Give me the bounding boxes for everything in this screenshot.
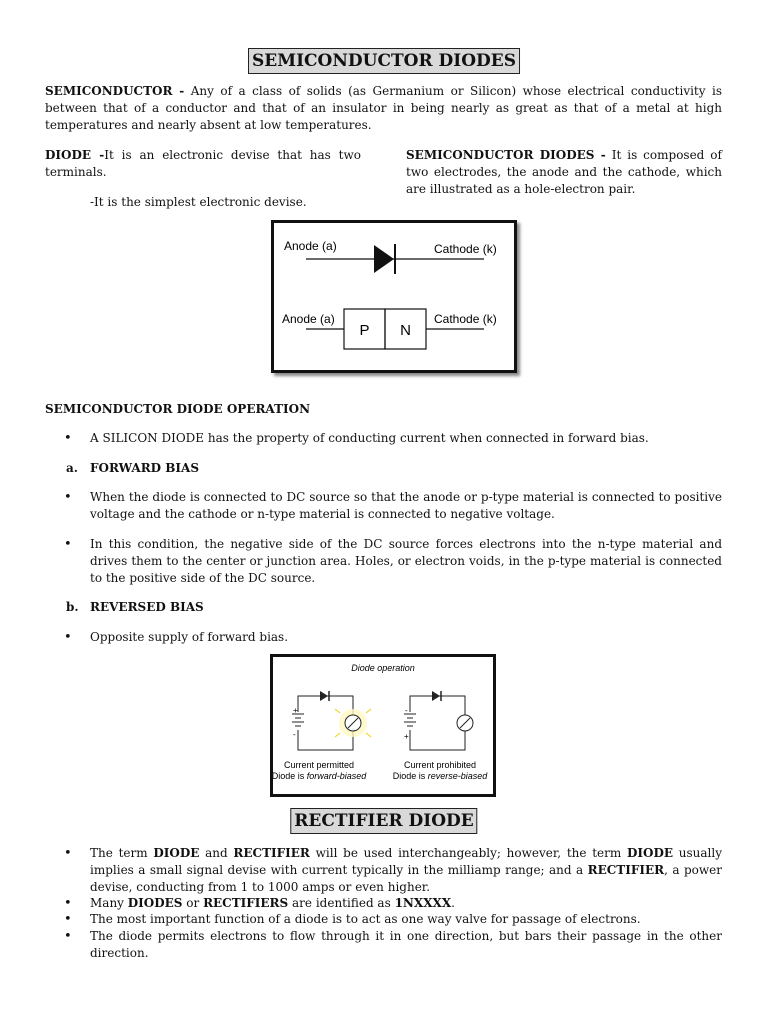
bullet-glyph: • xyxy=(64,912,72,927)
reversed-marker: b. xyxy=(66,600,79,614)
diode-operation-diagram xyxy=(273,657,493,794)
anode-label-bottom: Anode (a) xyxy=(282,312,335,326)
diode-icon xyxy=(432,691,440,701)
diode-term: DIODE - xyxy=(45,148,105,162)
diode-text: It is an electronic devise that has two terminals. xyxy=(45,148,361,179)
diode-operation-figure xyxy=(270,654,496,797)
rectifier-bullet-1: The term DIODE and RECTIFIER will be used interchangeably; however, the term DIODE usually implies a small signal devise with current typically in the milliamp range; and a RECTIFIER, a power devise, conducting from 1 to 1000 amps or even higher. xyxy=(90,846,722,894)
cathode-label-top: Cathode (k) xyxy=(434,242,497,256)
forward-bullet-2: In this condition, the negative side of the DC source forces electrons into the n-type material and drives them to the center or junction area. Holes, or electron voids, in the p-type material is connected to the positive side of the DC source. xyxy=(90,537,722,585)
n-label: N xyxy=(400,322,411,339)
forward-bias-circuit xyxy=(291,691,371,750)
operation-heading: SEMICONDUCTOR DIODE OPERATION xyxy=(45,402,311,416)
minus-sign: - xyxy=(293,730,296,739)
right-caption-2: Diode is reverse-biased xyxy=(392,771,488,781)
figure2-title: Diode operation xyxy=(351,663,415,673)
bullet-glyph: • xyxy=(64,490,72,505)
semiconductor-text: Any of a class of solids (as Germanium or Silicon) whose electrical conductivity is between that of a conductor and that of an insulator in being nearly as great as that of a metal at high temperatures and nearly absent at low temperatures. xyxy=(45,84,722,132)
rectifier-bullet-2: Many DIODES or RECTIFIERS are identified as 1NXXXX. xyxy=(90,896,455,910)
semiconductor-diodes-definition xyxy=(406,147,722,198)
forward-bullet-1: When the diode is connected to DC source so that the anode or p-type material is connected to positive voltage and the cathode or n-type material is connected to negative voltage. xyxy=(90,490,722,521)
semiconductor-diodes-term: SEMICONDUCTOR DIODES - xyxy=(406,148,606,162)
p-label: P xyxy=(359,322,370,339)
bullet-glyph: • xyxy=(64,929,72,944)
diode-definition xyxy=(45,147,361,181)
plus-sign: + xyxy=(404,732,409,741)
forward-marker: a. xyxy=(66,461,78,475)
diode-icon xyxy=(320,691,328,701)
diode-symbol-diagram xyxy=(274,223,514,370)
bullet-glyph: • xyxy=(64,537,72,552)
cathode-label-bottom: Cathode (k) xyxy=(434,312,497,326)
minus-sign: - xyxy=(405,706,408,715)
bullet-glyph: • xyxy=(64,896,72,911)
rectifier-title: RECTIFIER DIODE xyxy=(290,808,477,834)
diode-definition-2: -It is the simplest electronic devise. xyxy=(90,195,307,209)
reversed-bullet-1: Opposite supply of forward bias. xyxy=(90,630,289,644)
plus-sign: + xyxy=(293,706,298,715)
bullet-glyph: • xyxy=(64,431,72,446)
right-caption-1: Current prohibited xyxy=(403,760,477,770)
left-caption-1: Current permitted xyxy=(283,760,355,770)
anode-label-top: Anode (a) xyxy=(284,239,337,253)
semiconductor-definition xyxy=(45,83,722,134)
diode-symbol-figure xyxy=(271,220,517,373)
page-title: SEMICONDUCTOR DIODES xyxy=(248,48,520,74)
bullet-glyph: • xyxy=(64,630,72,645)
left-caption-2: Diode is forward-biased xyxy=(273,771,367,781)
rectifier-bullet-4: The diode permits electrons to flow through it in one direction, but bars their passage in the other direction. xyxy=(90,929,722,960)
reversed-heading: REVERSED BIAS xyxy=(90,600,204,614)
bullet-glyph: • xyxy=(64,846,72,861)
operation-bullet: A SILICON DIODE has the property of conducting current when connected in forward bias. xyxy=(90,431,649,445)
reverse-bias-circuit xyxy=(403,691,473,750)
rectifier-bullet-3: The most important function of a diode is to act as one way valve for passage of electrons. xyxy=(90,912,641,926)
semiconductor-term: SEMICONDUCTOR - xyxy=(45,84,185,98)
semiconductor-diodes-text: It is composed of two electrodes, the anode and the cathode, which are illustrated as a hole-electron pair. xyxy=(406,148,722,196)
forward-heading: FORWARD BIAS xyxy=(90,461,199,475)
diode-triangle xyxy=(374,245,394,273)
